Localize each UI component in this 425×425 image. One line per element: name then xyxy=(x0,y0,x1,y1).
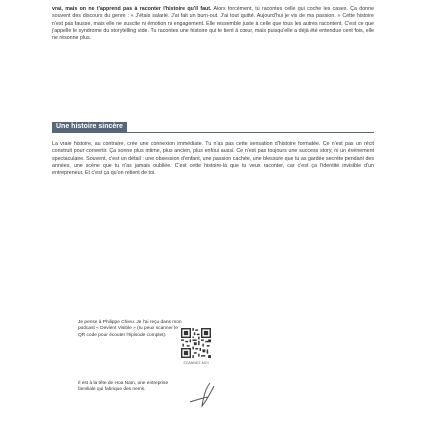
paragraph-1 xyxy=(52,6,374,43)
paragraph-text: Alors forcément, tu racontes celle qui coche les cases. Ça donne souvent des discours du genre : « J'étais salarié. J'ai fait un burn-out. J'ai tout quitté. Aujourd'hui je vis de ma passion. » Cette histoire n'est pas fausse, mais elle ne suscite ni émotion ni engagement. Elle ressemble juste à celle que tous les autres racontent. C'est ce que j'appelle le syndrome du storytelling vide. Tu racontes une histoire qui te tient à cœur, mais puisqu'elle a déjà été entendue cent fois, elle ne résonne plus. xyxy=(52,6,375,42)
qr-code-icon[interactable] xyxy=(181,328,211,358)
signature-icon xyxy=(188,380,220,408)
paragraph-text: La vraie histoire, au contraire, crée une connexion immédiate. Tu n'as pas cette sensation d'histoire formatée. Ce n'est pas un récit construit pour convertir. Ça sonne plus intime, plus ancien, plus enfoui aussi. Ce n'est pas toujours une success story, ni un événement spectaculaire. Souvent, c'est un détail : une obsession d'enfant, une passion cachée, une blessure que tu as gardée secrète pendant des années, une scène que tu n'as jamais oubliée. C'est cette histoire-là que tu veux raconter, car c'est ça l'identité invisible d'un entrepreneur. Et c'est ça qu'on retient de toi. xyxy=(52,141,374,177)
heading-rule xyxy=(52,132,374,133)
podcast-text: Je pense à Philippe Chieu. Je l'ai reçu dans mon podcast « Devient Visible » (tu peux scanner le QR code pour écouter l'épisode complet). xyxy=(78,320,182,338)
company-text: Il est à la tête de Hoa Nam, une entreprise familiale qui fabrique des nems. xyxy=(78,381,169,393)
paragraph-2 xyxy=(52,141,374,178)
lead-sentence: vrai, mais on ne t'apprend pas à raconter l'histoire qu'il faut. xyxy=(52,6,212,12)
qr-caption: SCANNEZ-MOI xyxy=(183,361,209,365)
section-heading: Une histoire sincère xyxy=(52,122,127,132)
